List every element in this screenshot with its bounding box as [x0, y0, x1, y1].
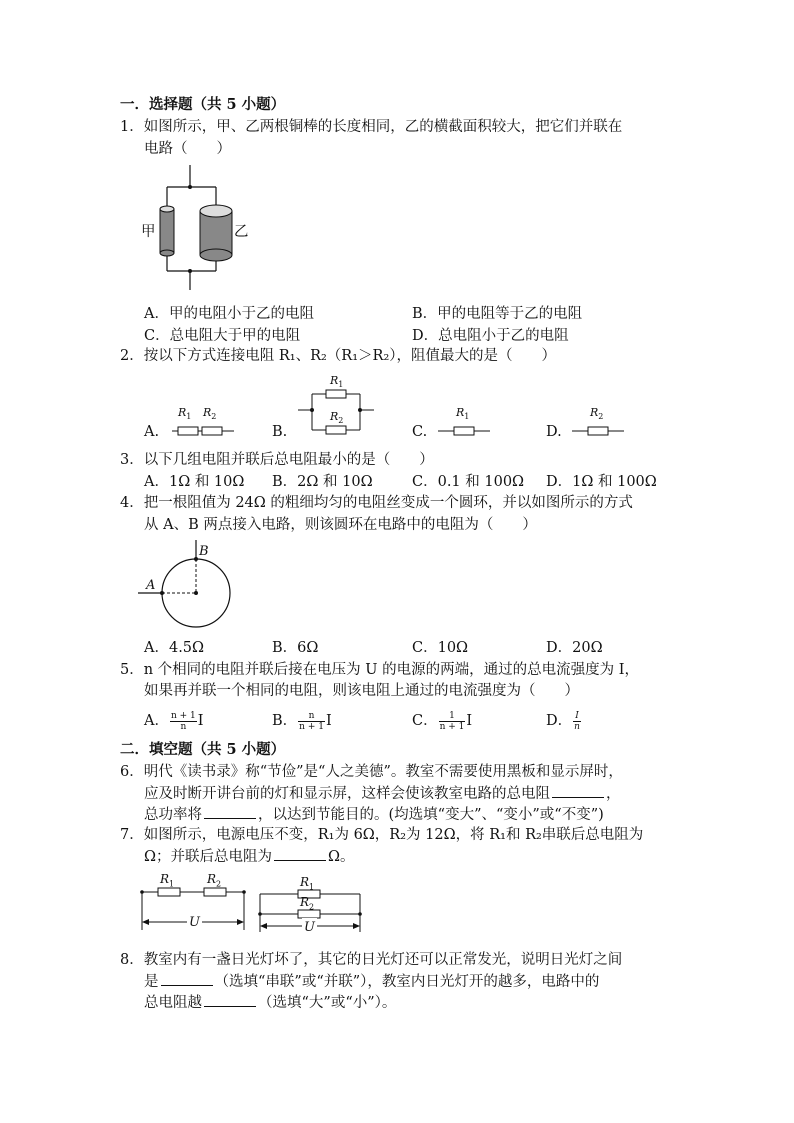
- q4-option-c: C．10Ω: [412, 640, 469, 656]
- q6-text-line3: 总功率将 ，以达到节能目的。(均选填“变大”、“变小”或“不变”): [144, 804, 604, 825]
- q3-option-a: A．1Ω 和 10Ω: [144, 474, 245, 490]
- q1-option-a: A．甲的电阻小于乙的电阻: [144, 306, 314, 322]
- q2-option-a: A.: [144, 424, 160, 440]
- q6-blank-1[interactable]: [552, 783, 604, 798]
- q1-copper-rods-figure: [140, 165, 270, 290]
- q1-text-line1: 1．如图所示，甲、乙两根铜棒的长度相同，乙的横截面积较大，把它们并联在: [120, 119, 623, 135]
- q8-blank-2[interactable]: [204, 992, 256, 1007]
- q7-blank-parallel[interactable]: [274, 846, 326, 861]
- q2-a-r2-label: $R_2$: [203, 406, 217, 422]
- q2-a-r1-label: $R_1$: [178, 406, 192, 422]
- q4-label-b: B: [199, 544, 209, 559]
- q7-series-r1-label: $R_1$: [160, 872, 175, 889]
- q1-label-jia: 甲: [141, 224, 156, 240]
- q7-parallel-u-label: U: [302, 918, 317, 938]
- q2-option-b: B.: [272, 424, 288, 440]
- q5-option-c: C． $\frac{1}{n + 1}$ I: [412, 710, 473, 732]
- q7-parallel-r2-label: $R_2$: [300, 895, 315, 912]
- q2-option-d: D.: [546, 424, 562, 440]
- section-title-choice: 一．选择题（共 5 小题）: [120, 96, 286, 113]
- q6-text-line1: 6．明代《读书录》称“节俭”是“人之美德”。教室不需要使用黑板和显示屏时，: [120, 764, 623, 780]
- q5-option-b: B． $\frac{n}{n + 1}$ I: [272, 710, 332, 732]
- q1-text-line2: 电路（ ）: [144, 141, 231, 157]
- q8-blank-1[interactable]: [161, 971, 213, 986]
- q8-text-line3: 总电阻越 （选填“大”或“小”）。: [144, 992, 396, 1013]
- q8-text-line1: 8．教室内有一盏日光灯坏了，其它的日光灯还可以正常发光，说明日光灯之间: [120, 952, 623, 968]
- q4-text-line2: 从 A、B 两点接入电路，则该圆环在电路中的电阻为（ ）: [144, 517, 537, 533]
- q7-series-u-label: U: [187, 913, 202, 933]
- q2-b-r1-label: $R_1$: [330, 374, 344, 390]
- q5-option-d: D． $\frac{I}{n}$: [546, 710, 580, 732]
- q7-text-line1: 7．如图所示，电源电压不变，R₁为 6Ω，R₂为 12Ω，将 R₁和 R₂串联后总电阻为: [120, 827, 644, 843]
- q4-label-a: A: [146, 578, 156, 593]
- q7-text-line2: Ω；并联后总电阻为 Ω。: [144, 846, 355, 867]
- q1-label-yi: 乙: [234, 224, 249, 240]
- q7-parallel-r1-label: $R_1$: [300, 875, 315, 892]
- q7-series-r2-label: $R_2$: [207, 872, 222, 889]
- q3-text: 3．以下几组电阻并联后总电阻最小的是（ ）: [120, 452, 434, 468]
- q6-blank-2[interactable]: [204, 804, 256, 819]
- q3-option-b: B．2Ω 和 10Ω: [272, 474, 373, 490]
- q8-text-line2: 是 （选填“串联”或“并联”），教室内日光灯开的越多，电路中的: [144, 971, 599, 992]
- q2-option-c: C.: [412, 424, 428, 440]
- q5-text-line2: 如果再并联一个相同的电阻，则该电阻上通过的电流强度为（ ）: [144, 683, 579, 699]
- q2-c-r1-label: $R_1$: [456, 406, 470, 422]
- q4-option-b: B．6Ω: [272, 640, 319, 656]
- q4-option-a: A．4.5Ω: [144, 640, 205, 656]
- q2-d-r2-label: $R_2$: [590, 406, 604, 422]
- q1-option-d: D．总电阻小于乙的电阻: [412, 328, 569, 344]
- section-title-fill: 二．填空题（共 5 小题）: [120, 741, 286, 758]
- q6-text-line2: 应及时断开讲台前的灯和显示屏，这样会使该教室电路的总电阻 ，: [144, 783, 621, 804]
- q5-option-a: A． $\frac{n + 1}{n}$ I: [144, 710, 204, 732]
- q3-option-c: C．0.1 和 100Ω: [412, 474, 525, 490]
- q3-option-d: D．1Ω 和 100Ω: [546, 474, 657, 490]
- q1-option-b: B．甲的电阻等于乙的电阻: [412, 306, 583, 322]
- q4-text-line1: 4．把一根阻值为 24Ω 的粗细均匀的电阻丝变成一个圆环，并以如图所示的方式: [120, 495, 633, 511]
- q5-text-line1: 5．n 个相同的电阻并联后接在电压为 U 的电源的两端，通过的总电流强度为 I，: [120, 662, 639, 678]
- q2-text: 2．按以下方式连接电阻 R₁、R₂（R₁＞R₂），阻值最大的是（ ）: [120, 348, 557, 364]
- q4-option-d: D．20Ω: [546, 640, 603, 656]
- q1-option-c: C．总电阻大于甲的电阻: [144, 328, 301, 344]
- q2-b-r2-label: $R_2$: [330, 410, 344, 426]
